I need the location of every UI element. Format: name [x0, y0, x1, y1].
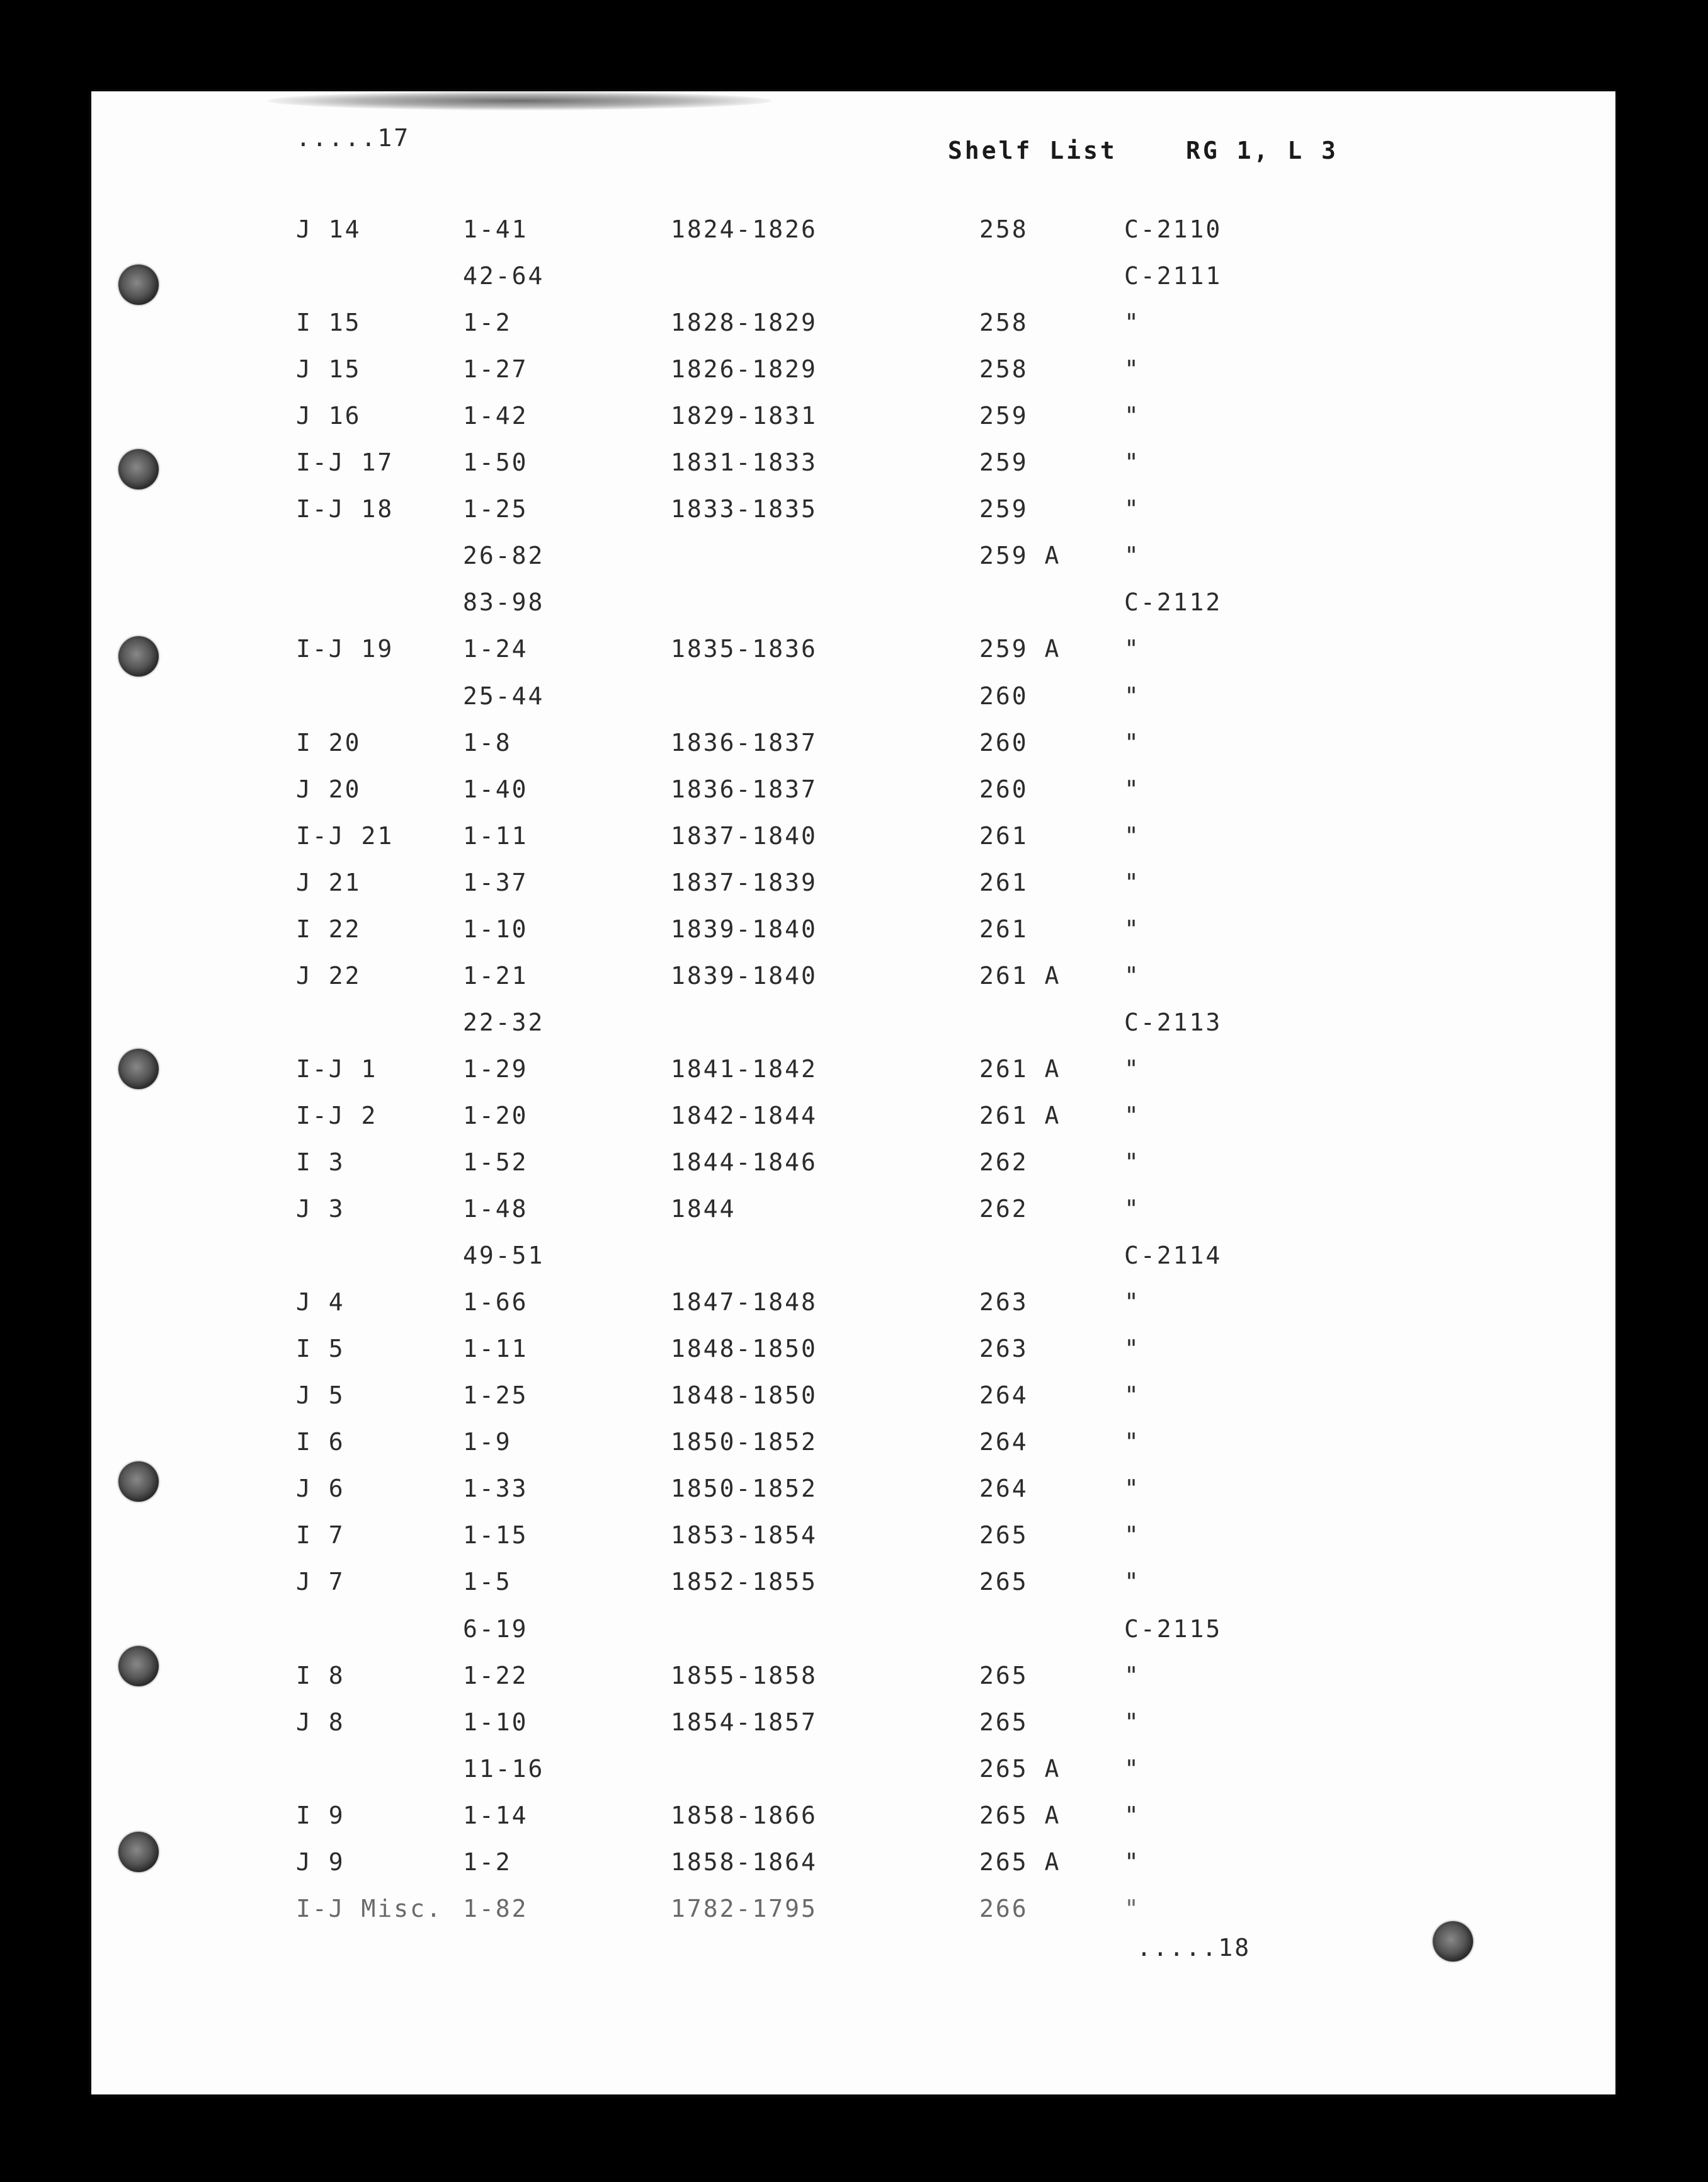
film-reel-cell: "	[1124, 775, 1141, 803]
table-row	[91, 777, 1615, 806]
film-reel-cell: "	[1124, 1101, 1141, 1129]
punch-hole-icon	[1433, 1921, 1473, 1962]
volume-cell: 262	[979, 1195, 1028, 1223]
folder-range-cell: 1-50	[463, 448, 528, 477]
date-range-cell: 1837-1839	[671, 868, 817, 896]
continued-reference: .....18	[1137, 1934, 1251, 1962]
volume-cell: 259	[979, 495, 1028, 523]
volume-cell: 265 A	[979, 1801, 1061, 1829]
table-row	[91, 590, 1615, 619]
folder-range-cell: 1-25	[463, 495, 528, 523]
volume-cell: 258	[979, 309, 1028, 337]
volume-cell: 258	[979, 215, 1028, 243]
volume-cell: 260	[979, 775, 1028, 803]
date-range-cell: 1828-1829	[671, 309, 817, 337]
box-cell: I 8	[296, 1661, 345, 1689]
box-cell: J 7	[296, 1568, 345, 1596]
table-row	[91, 1661, 1615, 1693]
date-range-cell: 1829-1831	[671, 402, 817, 430]
film-reel-cell: "	[1124, 1801, 1141, 1829]
film-reel-cell: "	[1124, 542, 1141, 570]
box-cell: I-J Misc.	[296, 1894, 443, 1922]
folder-range-cell: 1-5	[463, 1568, 512, 1596]
folder-range-cell: 1-10	[463, 915, 528, 943]
date-range-cell: 1824-1826	[671, 215, 817, 243]
film-reel-cell: "	[1124, 1708, 1141, 1736]
folder-range-cell: 1-15	[463, 1521, 528, 1550]
box-cell: J 14	[296, 215, 362, 243]
folder-range-cell: 42-64	[463, 262, 545, 290]
volume-cell: 266	[979, 1894, 1028, 1922]
volume-cell: 259	[979, 448, 1028, 477]
box-cell: I-J 19	[296, 635, 394, 663]
volume-cell: 264	[979, 1381, 1028, 1410]
box-cell: J 9	[296, 1848, 345, 1876]
date-range-cell: 1842-1844	[671, 1101, 817, 1129]
date-range-cell: 1850-1852	[671, 1475, 817, 1503]
folder-range-cell: 1-2	[463, 309, 512, 337]
table-row	[91, 1850, 1615, 1879]
volume-cell: 265	[979, 1708, 1028, 1736]
film-reel-cell: "	[1124, 309, 1141, 337]
table-row	[91, 264, 1615, 293]
folder-range-cell: 1-48	[463, 1195, 528, 1223]
date-range-cell: 1839-1840	[671, 961, 817, 990]
folder-range-cell: 1-82	[463, 1894, 528, 1922]
date-range-cell: 1839-1840	[671, 915, 817, 943]
box-cell: I 15	[296, 309, 362, 337]
table-row	[91, 1010, 1615, 1039]
folder-range-cell: 49-51	[463, 1242, 545, 1270]
folder-range-cell: 1-21	[463, 961, 528, 990]
film-reel-cell: C-2111	[1124, 262, 1222, 290]
date-range-cell: 1831-1833	[671, 448, 817, 477]
film-reel-cell: "	[1124, 915, 1141, 943]
folder-range-cell: 83-98	[463, 588, 545, 617]
film-reel-cell: "	[1124, 868, 1141, 896]
film-reel-cell: "	[1124, 1475, 1141, 1503]
page-reference: .....17	[296, 124, 411, 152]
film-reel-cell: "	[1124, 1894, 1141, 1922]
film-reel-cell: "	[1124, 728, 1141, 757]
volume-cell: 261	[979, 821, 1028, 850]
shelf-list-page	[91, 91, 1615, 2094]
volume-cell: 264	[979, 1475, 1028, 1503]
table-row	[91, 1430, 1615, 1459]
film-reel-cell: "	[1124, 495, 1141, 523]
date-range-cell: 1848-1850	[671, 1381, 817, 1410]
table-row	[91, 821, 1615, 853]
film-reel-cell: C-2113	[1124, 1008, 1222, 1036]
date-range-cell: 1836-1837	[671, 728, 817, 757]
date-range-cell: 1848-1850	[671, 1335, 817, 1363]
box-cell: I-J 2	[296, 1101, 378, 1129]
volume-cell: 262	[979, 1148, 1028, 1176]
film-reel-cell: "	[1124, 355, 1141, 384]
table-row	[91, 217, 1615, 246]
box-cell: J 8	[296, 1708, 345, 1736]
box-cell: I-J 21	[296, 821, 394, 850]
film-reel-cell: C-2112	[1124, 588, 1222, 617]
table-row	[91, 1754, 1615, 1786]
box-cell: J 20	[296, 775, 362, 803]
volume-cell: 265	[979, 1521, 1028, 1550]
table-row	[91, 1383, 1615, 1412]
folder-range-cell: 25-44	[463, 682, 545, 710]
film-reel-cell: "	[1124, 1288, 1141, 1317]
date-range-cell: 1833-1835	[671, 495, 817, 523]
volume-cell: 265 A	[979, 1848, 1061, 1876]
volume-cell: 261 A	[979, 1054, 1061, 1083]
film-reel-cell: "	[1124, 1148, 1141, 1176]
volume-cell: 261	[979, 915, 1028, 943]
table-row	[91, 1337, 1615, 1366]
box-cell: I 20	[296, 728, 362, 757]
folder-range-cell: 1-25	[463, 1381, 528, 1410]
film-reel-cell: "	[1124, 1381, 1141, 1410]
table-row	[91, 450, 1615, 479]
folder-range-cell: 1-27	[463, 355, 528, 384]
folder-range-cell: 1-41	[463, 215, 528, 243]
film-reel-cell: "	[1124, 1754, 1141, 1783]
folder-range-cell: 1-9	[463, 1428, 512, 1456]
table-row	[91, 1197, 1615, 1226]
volume-cell: 259 A	[979, 542, 1061, 570]
folder-range-cell: 1-24	[463, 635, 528, 663]
date-range-cell: 1782-1795	[671, 1894, 817, 1922]
record-group-label: RG 1, L 3	[1186, 137, 1338, 164]
folder-range-cell: 1-40	[463, 775, 528, 803]
film-reel-cell: "	[1124, 1335, 1141, 1363]
table-row	[91, 404, 1615, 433]
film-reel-cell: "	[1124, 1195, 1141, 1223]
table-row	[91, 1523, 1615, 1552]
date-range-cell: 1855-1858	[671, 1661, 817, 1689]
folder-range-cell: 1-2	[463, 1848, 512, 1876]
date-range-cell: 1852-1855	[671, 1568, 817, 1596]
box-cell: J 16	[296, 402, 362, 430]
box-cell: I-J 17	[296, 448, 394, 477]
volume-cell: 264	[979, 1428, 1028, 1456]
folder-range-cell: 1-33	[463, 1475, 528, 1503]
table-row	[91, 1290, 1615, 1319]
date-range-cell: 1841-1842	[671, 1054, 817, 1083]
volume-cell: 263	[979, 1335, 1028, 1363]
box-cell: I 22	[296, 915, 362, 943]
table-row	[91, 1614, 1615, 1646]
folder-range-cell: 11-16	[463, 1754, 545, 1783]
film-reel-cell: "	[1124, 1661, 1141, 1689]
folder-range-cell: 6-19	[463, 1614, 528, 1643]
volume-cell: 259	[979, 402, 1028, 430]
date-range-cell: 1844-1846	[671, 1148, 817, 1176]
film-reel-cell: "	[1124, 402, 1141, 430]
table-row	[91, 497, 1615, 526]
folder-range-cell: 1-11	[463, 821, 528, 850]
box-cell: J 15	[296, 355, 362, 384]
volume-cell: 259 A	[979, 635, 1061, 663]
box-cell: J 3	[296, 1195, 345, 1223]
date-range-cell: 1854-1857	[671, 1708, 817, 1736]
volume-cell: 263	[979, 1288, 1028, 1317]
film-reel-cell: C-2110	[1124, 215, 1222, 243]
date-range-cell: 1844	[671, 1195, 736, 1223]
folder-range-cell: 1-22	[463, 1661, 528, 1689]
box-cell: I-J 1	[296, 1054, 378, 1083]
table-row	[91, 1894, 1615, 1926]
table-row	[91, 311, 1615, 340]
table-row	[91, 1054, 1615, 1086]
folder-range-cell: 26-82	[463, 542, 545, 570]
volume-cell: 260	[979, 728, 1028, 757]
volume-cell: 265	[979, 1661, 1028, 1689]
folder-range-cell: 1-29	[463, 1054, 528, 1083]
box-cell: I 9	[296, 1801, 345, 1829]
table-row	[91, 868, 1615, 900]
folder-range-cell: 1-52	[463, 1148, 528, 1176]
date-range-cell: 1858-1864	[671, 1848, 817, 1876]
volume-cell: 265 A	[979, 1754, 1061, 1783]
tape-smudge	[268, 91, 771, 110]
table-row	[91, 1710, 1615, 1739]
table-row	[91, 357, 1615, 386]
box-cell: I 7	[296, 1521, 345, 1550]
folder-range-cell: 22-32	[463, 1008, 545, 1036]
film-reel-cell: "	[1124, 635, 1141, 663]
volume-cell: 261	[979, 868, 1028, 896]
film-reel-cell: "	[1124, 682, 1141, 710]
table-row	[91, 1477, 1615, 1505]
volume-cell: 261 A	[979, 961, 1061, 990]
table-row	[91, 961, 1615, 993]
folder-range-cell: 1-8	[463, 728, 512, 757]
film-reel-cell: C-2114	[1124, 1242, 1222, 1270]
folder-range-cell: 1-14	[463, 1801, 528, 1829]
box-cell: J 22	[296, 961, 362, 990]
film-reel-cell: "	[1124, 821, 1141, 850]
volume-cell: 258	[979, 355, 1028, 384]
folder-range-cell: 1-42	[463, 402, 528, 430]
table-row	[91, 637, 1615, 666]
box-cell: J 21	[296, 868, 362, 896]
volume-cell: 261 A	[979, 1101, 1061, 1129]
film-reel-cell: "	[1124, 1521, 1141, 1550]
table-row	[91, 1150, 1615, 1179]
date-range-cell: 1826-1829	[671, 355, 817, 384]
film-reel-cell: "	[1124, 1054, 1141, 1083]
page-title: Shelf List	[948, 137, 1117, 164]
table-row	[91, 544, 1615, 573]
table-row	[91, 1570, 1615, 1599]
box-cell: I-J 18	[296, 495, 394, 523]
date-range-cell: 1835-1836	[671, 635, 817, 663]
film-reel-cell: "	[1124, 961, 1141, 990]
table-row	[91, 1243, 1615, 1272]
date-range-cell: 1847-1848	[671, 1288, 817, 1317]
folder-range-cell: 1-66	[463, 1288, 528, 1317]
box-cell: J 5	[296, 1381, 345, 1410]
folder-range-cell: 1-10	[463, 1708, 528, 1736]
table-row	[91, 728, 1615, 760]
volume-cell: 265	[979, 1568, 1028, 1596]
date-range-cell: 1836-1837	[671, 775, 817, 803]
box-cell: J 4	[296, 1288, 345, 1317]
film-reel-cell: "	[1124, 1848, 1141, 1876]
date-range-cell: 1850-1852	[671, 1428, 817, 1456]
date-range-cell: 1853-1854	[671, 1521, 817, 1550]
box-cell: I 3	[296, 1148, 345, 1176]
table-row	[91, 917, 1615, 946]
table-row	[91, 684, 1615, 713]
table-row	[91, 1101, 1615, 1133]
table-row	[91, 1803, 1615, 1832]
box-cell: J 6	[296, 1475, 345, 1503]
film-reel-cell: "	[1124, 1428, 1141, 1456]
folder-range-cell: 1-20	[463, 1101, 528, 1129]
box-cell: I 5	[296, 1335, 345, 1363]
date-range-cell: 1837-1840	[671, 821, 817, 850]
film-reel-cell: "	[1124, 448, 1141, 477]
film-reel-cell: "	[1124, 1568, 1141, 1596]
box-cell: I 6	[296, 1428, 345, 1456]
folder-range-cell: 1-37	[463, 868, 528, 896]
volume-cell: 260	[979, 682, 1028, 710]
date-range-cell: 1858-1866	[671, 1801, 817, 1829]
folder-range-cell: 1-11	[463, 1335, 528, 1363]
film-reel-cell: C-2115	[1124, 1614, 1222, 1643]
